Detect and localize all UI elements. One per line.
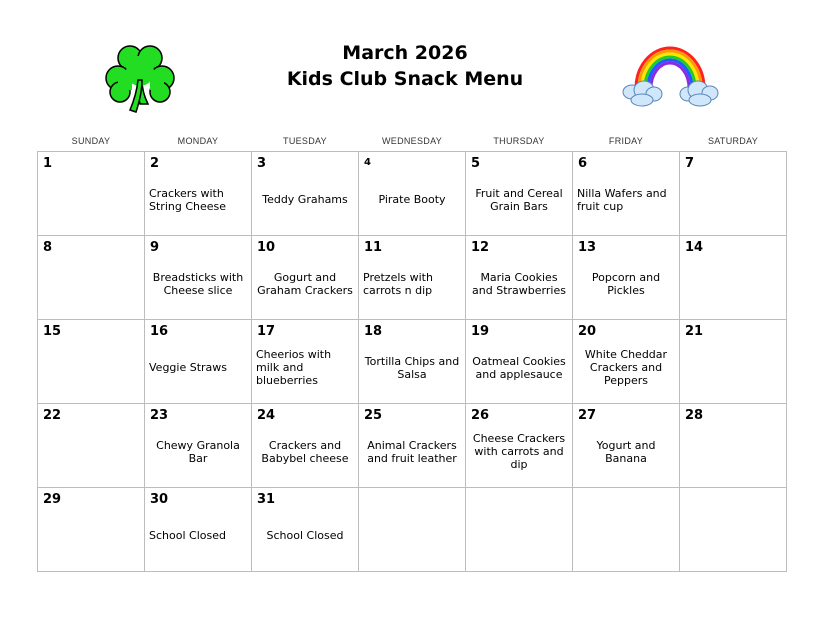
day-number: 28 bbox=[685, 408, 704, 423]
day-number: 23 bbox=[150, 408, 169, 423]
day-number: 29 bbox=[43, 492, 62, 507]
calendar-week-row bbox=[38, 236, 787, 320]
snack-item bbox=[149, 504, 247, 567]
snack-label: Maria Cookies and Strawberries bbox=[472, 270, 566, 297]
calendar-day-cell bbox=[359, 152, 466, 236]
calendar-day-cell bbox=[359, 404, 466, 488]
day-number: 6 bbox=[578, 156, 588, 171]
day-number: 3 bbox=[257, 156, 267, 171]
calendar-day-cell bbox=[252, 320, 359, 404]
calendar-day-cell bbox=[145, 320, 252, 404]
calendar-day-cell bbox=[573, 236, 680, 320]
snack-item bbox=[470, 504, 568, 567]
weekday-sunday: SUNDAY bbox=[71, 136, 111, 146]
snack-item bbox=[470, 420, 568, 483]
calendar-day-cell bbox=[38, 152, 145, 236]
snack-item bbox=[42, 336, 140, 399]
snack-label: Pirate Booty bbox=[378, 193, 446, 206]
calendar-day-cell bbox=[145, 236, 252, 320]
day-number: 24 bbox=[257, 408, 276, 423]
day-number: 27 bbox=[578, 408, 597, 423]
day-number: 14 bbox=[685, 240, 704, 255]
calendar-day-cell bbox=[466, 320, 573, 404]
snack-label: Nilla Wafers and fruit cup bbox=[577, 186, 667, 213]
snack-label: Pretzels with carrots n dip bbox=[363, 270, 433, 297]
snack-item bbox=[470, 252, 568, 315]
day-number: 16 bbox=[150, 324, 169, 339]
calendar-day-cell bbox=[252, 404, 359, 488]
day-number: 26 bbox=[471, 408, 490, 423]
weekday-monday: MONDAY bbox=[177, 136, 219, 146]
day-number: 1 bbox=[43, 156, 53, 171]
snack-item bbox=[684, 252, 782, 315]
snack-label: Veggie Straws bbox=[149, 361, 228, 374]
calendar-day-cell bbox=[573, 152, 680, 236]
snack-item bbox=[256, 420, 354, 483]
snack-label: Teddy Grahams bbox=[262, 193, 348, 206]
snack-item bbox=[363, 252, 461, 315]
day-number: 9 bbox=[150, 240, 160, 255]
day-number: 7 bbox=[685, 156, 695, 171]
snack-label: Yogurt and Banana bbox=[596, 438, 656, 465]
snack-label: Gogurt and Graham Crackers bbox=[257, 270, 353, 297]
calendar-day-cell bbox=[359, 236, 466, 320]
calendar-day-cell bbox=[145, 404, 252, 488]
snack-item bbox=[42, 252, 140, 315]
day-number: 17 bbox=[257, 324, 276, 339]
snack-item bbox=[470, 168, 568, 231]
snack-item bbox=[577, 504, 675, 567]
calendar-day-cell bbox=[38, 236, 145, 320]
day-number: 20 bbox=[578, 324, 597, 339]
snack-item bbox=[577, 252, 675, 315]
snack-item bbox=[684, 168, 782, 231]
day-number: 22 bbox=[43, 408, 62, 423]
day-number: 8 bbox=[43, 240, 53, 255]
calendar-day-cell bbox=[680, 488, 787, 572]
snack-item bbox=[149, 168, 247, 231]
calendar-day-cell bbox=[252, 488, 359, 572]
day-number: 25 bbox=[364, 408, 383, 423]
snack-label: Crackers and Babybel cheese bbox=[261, 438, 349, 465]
calendar-day-cell bbox=[145, 488, 252, 572]
page-title: March 2026 bbox=[342, 42, 468, 64]
day-number: 15 bbox=[43, 324, 62, 339]
snack-item bbox=[470, 336, 568, 399]
calendar-day-cell bbox=[466, 152, 573, 236]
weekday-saturday: SATURDAY bbox=[707, 136, 759, 146]
calendar-week-row bbox=[38, 152, 787, 236]
shamrock-icon bbox=[100, 40, 182, 116]
snack-label: Chewy Granola Bar bbox=[156, 438, 240, 465]
snack-item bbox=[42, 168, 140, 231]
calendar-week-row bbox=[38, 404, 787, 488]
calendar-day-cell bbox=[680, 320, 787, 404]
calendar-day-cell bbox=[38, 404, 145, 488]
snack-item bbox=[363, 168, 461, 231]
day-number: 12 bbox=[471, 240, 490, 255]
snack-label: White Cheddar Crackers and Peppers bbox=[584, 348, 668, 387]
snack-item bbox=[577, 420, 675, 483]
calendar-day-cell bbox=[573, 404, 680, 488]
calendar-day-cell bbox=[680, 404, 787, 488]
weekday-wednesday: WEDNESDAY bbox=[381, 136, 443, 146]
calendar-day-cell bbox=[466, 488, 573, 572]
page-subtitle: Kids Club Snack Menu bbox=[286, 68, 524, 90]
calendar-day-cell bbox=[38, 320, 145, 404]
snack-item bbox=[363, 336, 461, 399]
snack-label: School Closed bbox=[149, 529, 226, 542]
snack-label: School Closed bbox=[266, 529, 344, 542]
snack-label: Crackers with String Cheese bbox=[149, 186, 227, 213]
snack-item bbox=[577, 336, 675, 399]
calendar-week-row bbox=[38, 488, 787, 572]
calendar-grid bbox=[37, 131, 787, 572]
calendar-day-cell bbox=[38, 488, 145, 572]
calendar-week-row bbox=[38, 320, 787, 404]
snack-item bbox=[42, 504, 140, 567]
weekday-friday: FRIDAY bbox=[608, 136, 644, 146]
calendar-day-cell bbox=[359, 320, 466, 404]
snack-label: Tortilla Chips and Salsa bbox=[364, 354, 460, 381]
calendar-day-cell bbox=[680, 236, 787, 320]
snack-label: Fruit and Cereal Grain Bars bbox=[475, 186, 563, 213]
snack-item bbox=[256, 504, 354, 567]
day-number: 19 bbox=[471, 324, 490, 339]
calendar-day-cell bbox=[573, 320, 680, 404]
day-number: 10 bbox=[257, 240, 276, 255]
calendar-day-cell bbox=[466, 236, 573, 320]
calendar-day-cell bbox=[466, 404, 573, 488]
calendar-day-cell bbox=[252, 236, 359, 320]
calendar-day-cell bbox=[145, 152, 252, 236]
snack-label: Cheerios with milk and blueberries bbox=[256, 348, 332, 387]
day-number: 11 bbox=[364, 240, 383, 255]
calendar-day-cell bbox=[359, 488, 466, 572]
snack-item bbox=[256, 252, 354, 315]
weekday-header-row bbox=[38, 131, 787, 152]
snack-label: Popcorn and Pickles bbox=[591, 270, 661, 297]
rainbow-icon bbox=[620, 36, 720, 110]
day-number: 4 bbox=[364, 157, 371, 168]
day-number: 5 bbox=[471, 156, 481, 171]
snack-item bbox=[684, 420, 782, 483]
snack-item bbox=[256, 336, 354, 399]
day-number: 13 bbox=[578, 240, 597, 255]
day-number: 31 bbox=[257, 492, 276, 507]
calendar-day-cell bbox=[680, 152, 787, 236]
weekday-tuesday: TUESDAY bbox=[283, 136, 327, 146]
weekday-thursday: THURSDAY bbox=[493, 136, 545, 146]
snack-item bbox=[684, 336, 782, 399]
calendar-day-cell bbox=[573, 488, 680, 572]
snack-item bbox=[149, 420, 247, 483]
snack-item bbox=[149, 252, 247, 315]
snack-item bbox=[149, 336, 247, 399]
snack-item bbox=[577, 168, 675, 231]
snack-label: Cheese Crackers with carrots and dip bbox=[472, 432, 566, 471]
day-number: 21 bbox=[685, 324, 704, 339]
snack-item bbox=[363, 420, 461, 483]
snack-item bbox=[363, 504, 461, 567]
snack-label: Oatmeal Cookies and applesauce bbox=[472, 354, 566, 381]
snack-item bbox=[42, 420, 140, 483]
snack-label: Animal Crackers and fruit leather bbox=[367, 438, 457, 465]
calendar-day-cell bbox=[252, 152, 359, 236]
snack-item bbox=[684, 504, 782, 567]
snack-item bbox=[256, 168, 354, 231]
snack-label: Breadsticks with Cheese slice bbox=[152, 270, 244, 297]
day-number: 30 bbox=[150, 492, 169, 507]
day-number: 2 bbox=[150, 156, 160, 171]
day-number: 18 bbox=[364, 324, 383, 339]
